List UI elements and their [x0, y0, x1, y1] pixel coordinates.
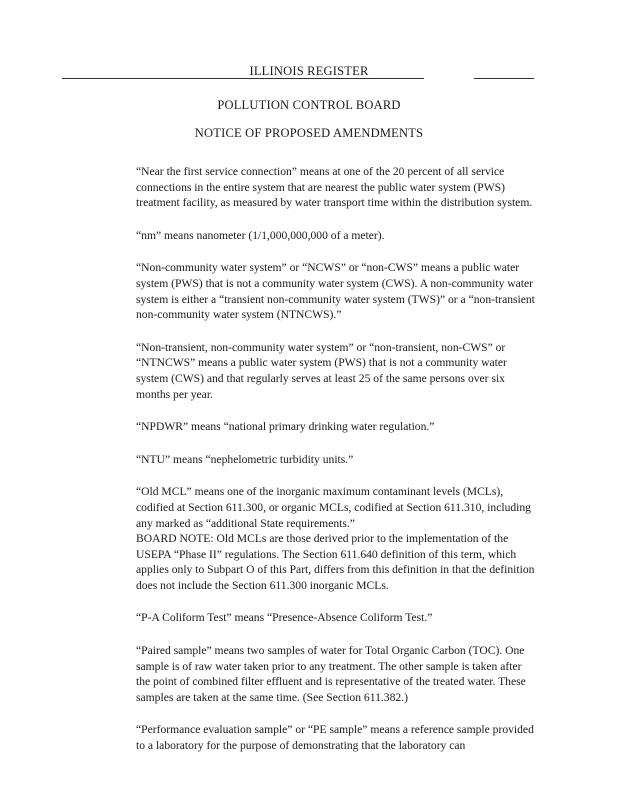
- definition-non-community-water-system: “Non-community water system” or “NCWS” or “non-CWS” means a public water system (PWS) that is not a community water system (CWS). A non-community water system is either a “transient non-community water system (TWS)” or a “non-transient non-community water system (NTNCWS).”: [136, 261, 535, 322]
- definition-old-mcl: “Old MCL” means one of the inorganic maximum contaminant levels (MCLs), codified at Section 611.300, or organic MCLs, codified at Section 611.310, including any marked as “additional State requirements.”: [136, 485, 531, 530]
- notice-title: NOTICE OF PROPOSED AMENDMENTS: [194, 126, 424, 140]
- board-note-old-mcl: BOARD NOTE: Old MCLs are those derived prior to the implementation of the USEPA “Phase II” regulations. The Section 611.640 definition of this term, which applies only to Subpart O of this Part, differs from this definition in that the definition does not include the Section 611.300 inorganic MCLs.: [136, 532, 535, 592]
- definition-nm: “nm” means nanometer (1/1,000,000,000 of a meter).: [136, 228, 385, 242]
- definition-performance-evaluation-sample: “Performance evaluation sample” or “PE sample” means a reference sample provided to a laboratory for the purpose of demonstrating that the laboratory can: [136, 723, 534, 753]
- definition-ntncws: “Non-transient, non-community water system” or “non-transient, non-CWS” or “NTNCWS” means a public water system (PWS) that is not a community water system (CWS) and that regularly serves at least 25 of the same persons over six months per year.: [136, 340, 507, 401]
- definition-near-first-service-connection: “Near the first service connection” means at one of the 20 percent of all service connections in the entire system that are nearest the public water system (PWS) treatment facility, as measured by water transport time within the distribution system.: [136, 165, 533, 210]
- definition-ntu: “NTU” means “nephelometric turbidity units.”: [136, 452, 354, 466]
- definition-npdwr: “NPDWR” means “national primary drinking water regulation.”: [136, 420, 435, 434]
- document-body: [136, 164, 536, 771]
- board-name: POLLUTION CONTROL BOARD: [217, 98, 401, 112]
- register-title: ILLINOIS REGISTER: [249, 64, 369, 78]
- definition-paired-sample: “Paired sample” means two samples of water for Total Organic Carbon (TOC). One sample is of raw water taken prior to any treatment. The other sample is taken after the point of combined filter effluent and is representative of the treated water. These samples are taken at the same time. (See Section 611.382.): [136, 644, 526, 704]
- definition-p-a-coliform-test: “P-A Coliform Test” means “Presence-Absence Coliform Test.”: [136, 611, 433, 625]
